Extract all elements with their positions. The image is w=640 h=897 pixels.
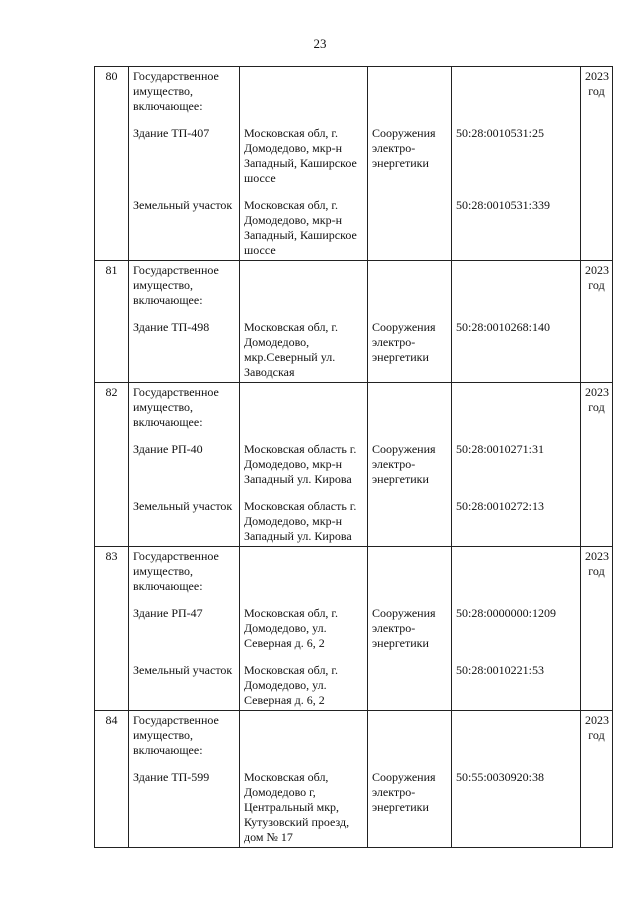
item-name: Здание РП-40 — [129, 440, 240, 489]
item-cadastral-number: 50:28:0010531:25 — [452, 124, 581, 188]
empty-cell — [368, 261, 452, 311]
year-cell: 2023 год — [581, 383, 613, 433]
item-cadastral-number: 50:28:0010221:53 — [452, 661, 581, 711]
item-address: Московская область г. Домодедово, мкр-н Западный ул. Кирова — [240, 440, 368, 489]
spacer-cell — [95, 653, 129, 661]
spacer-cell — [452, 760, 581, 768]
item-address: Московская обл, Домодедово г, Центральный мкр, Кутузовский проезд, дом № 17 — [240, 768, 368, 848]
spacer-cell — [129, 310, 240, 318]
spacer-cell — [95, 596, 129, 604]
spacer-cell — [452, 188, 581, 196]
spacer-cell — [95, 116, 129, 124]
spacer-cell — [452, 653, 581, 661]
spacer-cell — [95, 432, 129, 440]
item-number: 83 — [95, 547, 129, 597]
empty-cell — [368, 383, 452, 433]
empty-cell — [240, 67, 368, 117]
item-cadastral-number: 50:28:0000000:1209 — [452, 604, 581, 653]
item-type: Сооружения электро-энергетики — [368, 768, 452, 848]
spacer-cell — [240, 310, 368, 318]
empty-cell — [240, 711, 368, 761]
item-type — [368, 497, 452, 547]
year-cell: 2023 год — [581, 547, 613, 597]
spacer-cell — [581, 310, 613, 318]
empty-cell — [95, 768, 129, 848]
empty-cell — [452, 711, 581, 761]
item-number: 84 — [95, 711, 129, 761]
spacer-cell — [95, 310, 129, 318]
group-header-text: Государственное имущество, включающее: — [129, 711, 240, 761]
empty-cell — [95, 318, 129, 383]
item-type: Сооружения электро-энергетики — [368, 318, 452, 383]
item-row — [95, 440, 613, 489]
spacer-cell — [95, 760, 129, 768]
group-header-row — [95, 261, 613, 311]
spacer-cell — [452, 489, 581, 497]
spacer-cell — [129, 760, 240, 768]
spacer-cell — [581, 653, 613, 661]
item-address: Московская обл, г. Домодедово, ул. Северная д. 6, 2 — [240, 661, 368, 711]
spacer-cell — [368, 188, 452, 196]
group-header-text: Государственное имущество, включающее: — [129, 67, 240, 117]
spacer-cell — [240, 188, 368, 196]
item-address: Московская обл, г. Домодедово, ул. Северная д. 6, 2 — [240, 604, 368, 653]
item-name: Здание РП-47 — [129, 604, 240, 653]
spacer-cell — [452, 310, 581, 318]
spacer-cell — [368, 432, 452, 440]
group-header-text: Государственное имущество, включающее: — [129, 547, 240, 597]
spacer-cell — [240, 596, 368, 604]
spacer-cell — [581, 760, 613, 768]
item-address: Московская обл, г. Домодедово, мкр-н Западный, Каширское шоссе — [240, 124, 368, 188]
group-header-row — [95, 67, 613, 117]
empty-cell — [452, 261, 581, 311]
group-header-row — [95, 711, 613, 761]
year-cell: 2023 год — [581, 711, 613, 761]
empty-cell — [240, 547, 368, 597]
item-name: Здание ТП-407 — [129, 124, 240, 188]
spacer-cell — [368, 653, 452, 661]
page-number: 23 — [313, 36, 327, 51]
item-cadastral-number: 50:28:0010271:31 — [452, 440, 581, 489]
empty-cell — [581, 497, 613, 547]
empty-cell — [95, 124, 129, 188]
item-address: Московская область г. Домодедово, мкр-н Западный ул. Кирова — [240, 497, 368, 547]
item-row — [95, 604, 613, 653]
spacer-cell — [129, 653, 240, 661]
item-type — [368, 196, 452, 261]
spacer-cell — [129, 489, 240, 497]
empty-cell — [95, 604, 129, 653]
empty-cell — [368, 547, 452, 597]
spacer-row — [95, 760, 613, 768]
property-table — [94, 66, 613, 848]
empty-cell — [452, 67, 581, 117]
property-table-body — [95, 67, 613, 848]
spacer-row — [95, 653, 613, 661]
spacer-cell — [368, 116, 452, 124]
spacer-cell — [452, 432, 581, 440]
item-number: 82 — [95, 383, 129, 433]
spacer-cell — [368, 596, 452, 604]
item-name: Здание ТП-599 — [129, 768, 240, 848]
empty-cell — [95, 196, 129, 261]
item-row — [95, 768, 613, 848]
spacer-cell — [240, 760, 368, 768]
item-row — [95, 318, 613, 383]
spacer-cell — [368, 760, 452, 768]
item-number: 80 — [95, 67, 129, 117]
item-row — [95, 497, 613, 547]
spacer-cell — [581, 432, 613, 440]
item-name: Земельный участок — [129, 497, 240, 547]
spacer-cell — [240, 432, 368, 440]
spacer-row — [95, 489, 613, 497]
spacer-cell — [368, 489, 452, 497]
spacer-cell — [240, 489, 368, 497]
spacer-cell — [95, 188, 129, 196]
spacer-cell — [581, 116, 613, 124]
group-header-row — [95, 383, 613, 433]
empty-cell — [581, 768, 613, 848]
group-header-row — [95, 547, 613, 597]
spacer-cell — [95, 489, 129, 497]
spacer-row — [95, 310, 613, 318]
item-cadastral-number: 50:28:0010531:339 — [452, 196, 581, 261]
spacer-cell — [129, 432, 240, 440]
item-address: Московская обл, г. Домодедово, мкр.Северный ул. Заводская — [240, 318, 368, 383]
item-number: 81 — [95, 261, 129, 311]
group-header-text: Государственное имущество, включающее: — [129, 261, 240, 311]
year-cell: 2023 год — [581, 67, 613, 117]
empty-cell — [452, 547, 581, 597]
spacer-cell — [581, 489, 613, 497]
empty-cell — [368, 711, 452, 761]
item-type — [368, 661, 452, 711]
group-header-text: Государственное имущество, включающее: — [129, 383, 240, 433]
item-cadastral-number: 50:28:0010272:13 — [452, 497, 581, 547]
item-cadastral-number: 50:28:0010268:140 — [452, 318, 581, 383]
empty-cell — [581, 661, 613, 711]
spacer-row — [95, 116, 613, 124]
spacer-cell — [581, 188, 613, 196]
item-row — [95, 661, 613, 711]
item-row — [95, 124, 613, 188]
empty-cell — [581, 604, 613, 653]
spacer-cell — [581, 596, 613, 604]
spacer-row — [95, 596, 613, 604]
item-type: Сооружения электро-энергетики — [368, 604, 452, 653]
spacer-cell — [240, 653, 368, 661]
spacer-row — [95, 432, 613, 440]
empty-cell — [581, 124, 613, 188]
empty-cell — [581, 318, 613, 383]
item-type: Сооружения электро-энергетики — [368, 124, 452, 188]
item-name: Земельный участок — [129, 661, 240, 711]
spacer-cell — [452, 116, 581, 124]
item-row — [95, 196, 613, 261]
empty-cell — [368, 67, 452, 117]
empty-cell — [95, 497, 129, 547]
spacer-cell — [129, 116, 240, 124]
spacer-cell — [129, 596, 240, 604]
spacer-cell — [240, 116, 368, 124]
empty-cell — [581, 196, 613, 261]
spacer-cell — [368, 310, 452, 318]
empty-cell — [240, 261, 368, 311]
item-address: Московская обл, г. Домодедово, мкр-н Западный, Каширское шоссе — [240, 196, 368, 261]
item-type: Сооружения электро-энергетики — [368, 440, 452, 489]
spacer-row — [95, 188, 613, 196]
empty-cell — [452, 383, 581, 433]
spacer-cell — [452, 596, 581, 604]
item-cadastral-number: 50:55:0030920:38 — [452, 768, 581, 848]
empty-cell — [581, 440, 613, 489]
item-name: Здание ТП-498 — [129, 318, 240, 383]
empty-cell — [95, 661, 129, 711]
year-cell: 2023 год — [581, 261, 613, 311]
spacer-cell — [129, 188, 240, 196]
empty-cell — [95, 440, 129, 489]
item-name: Земельный участок — [129, 196, 240, 261]
empty-cell — [240, 383, 368, 433]
